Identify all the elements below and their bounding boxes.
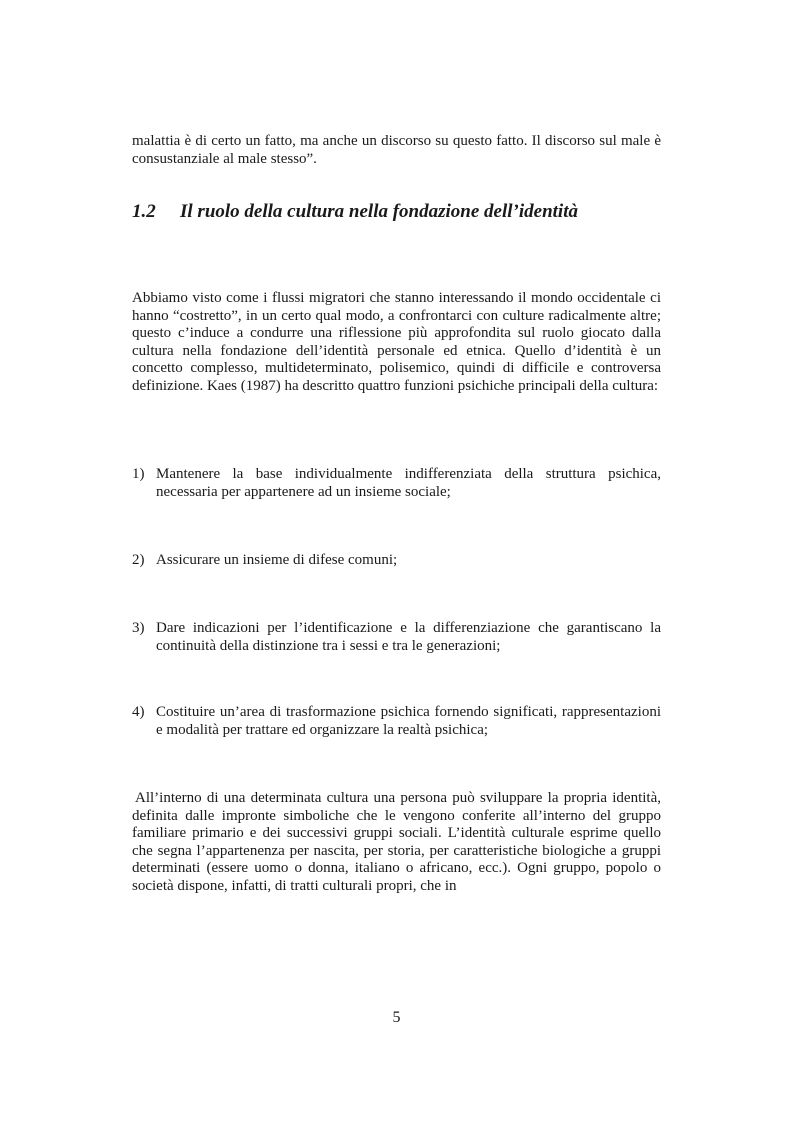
body-paragraph-1: Abbiamo visto come i flussi migratori che stanno interessando il mondo occidentale ci hanno “costretto”, in un certo qual modo, a confrontarci con culture radicalmente altre; questo c’induce a condurre una riflessione più approfondita sul ruolo giocato dalla cultura nella fondazione dell’identità personale ed etnica. Quello d’identità è un concetto complesso, multideterminato, polisemico, quindi di difficile e controversa definizione. Kaes (1987) ha descritto quattro funzioni psichiche principali della cultura: xyxy=(132,290,661,394)
list-item-text: Mantenere la base individualmente indifferenziata della struttura psichica, necessaria per appartenere ad un insieme sociale; xyxy=(156,466,661,500)
section-heading xyxy=(132,201,692,223)
list-item-2 xyxy=(132,552,661,570)
list-item-4 xyxy=(132,704,661,739)
section-title: Il ruolo della cultura nella fondazione dell’identità xyxy=(180,201,578,222)
list-item-3 xyxy=(132,620,661,655)
body-paragraph-2: All’interno di una determinata cultura una persona può sviluppare la propria identità, definita dalle impronte simboliche che le vengono conferite all’interno del gruppo familiare primario e dei successivi gruppi sociali. L’identità culturale esprime quello che segna l’appartenenza per nascita, per storia, per caratteristiche biologiche a gruppi determinati (essere uomo o donna, italiano o africano, ecc.). Ogni gruppo, popolo o società dispone, infatti, di tratti culturali propri, che in xyxy=(132,790,661,894)
page-number: 5 xyxy=(392,1009,401,1026)
list-item-1 xyxy=(132,466,661,501)
list-marker: 4) xyxy=(132,704,145,720)
list-item-text: Assicurare un insieme di difese comuni; xyxy=(156,552,398,568)
list-marker: 3) xyxy=(132,620,145,636)
list-marker: 1) xyxy=(132,466,145,482)
list-item-text: Dare indicazioni per l’identificazione e la differenziazione che garantiscano la continuità della distinzione tra i sessi e tra le generazioni; xyxy=(156,620,661,654)
section-number: 1.2 xyxy=(132,201,156,222)
intro-paragraph: malattia è di certo un fatto, ma anche un discorso su questo fatto. Il discorso sul male è consustanziale al male stesso”. xyxy=(132,133,661,167)
list-item-text: Costituire un’area di trasformazione psichica fornendo significati, rappresentazioni e modalità per trattare ed organizzare la realtà psichica; xyxy=(156,704,661,738)
list-marker: 2) xyxy=(132,552,145,568)
